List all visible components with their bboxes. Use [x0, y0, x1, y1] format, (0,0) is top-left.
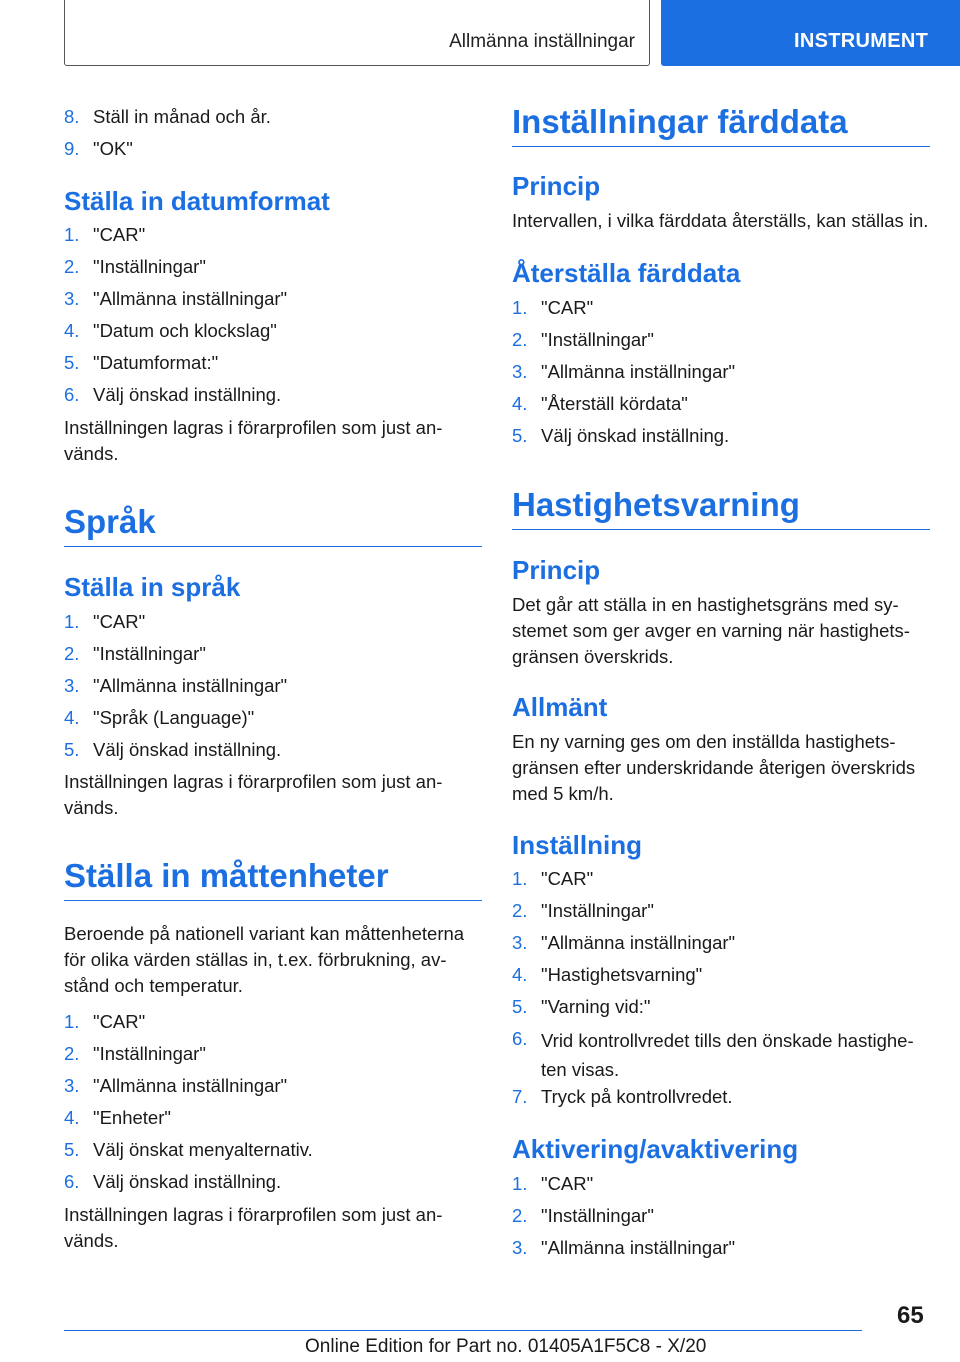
page-header	[0, 0, 960, 66]
footer-divider	[64, 1330, 862, 1331]
chapter-title: INSTRUMENT	[794, 30, 929, 52]
section-heading-aktivering: Aktivering/avaktivering	[512, 1134, 799, 1164]
heading-divider	[512, 146, 930, 147]
intro-text: Beroende på nationell variant kan måttenheterna för olika värden ställas in, t.ex. förbrukning, av-stånd och temperatur.	[64, 923, 465, 996]
section-heading-installning: Inställning	[512, 830, 642, 860]
section-heading-princip: Princip	[512, 555, 601, 585]
chapter-heading-mattenheter: Ställa in måttenheter	[64, 857, 389, 894]
section-heading-datumformat: Ställa in datumformat	[64, 186, 330, 216]
section-heading-reset: Återställa färddata	[512, 258, 741, 288]
note-text: Inställningen lagras i förarprofilen som just an-vänds.	[64, 771, 443, 818]
note-text: Inställningen lagras i förarprofilen som just an-vänds.	[64, 1204, 443, 1251]
note-text: Inställningen lagras i förarprofilen som just an-vänds.	[64, 417, 443, 464]
chapter-tab	[661, 0, 960, 66]
section-heading-allmant: Allmänt	[512, 692, 608, 722]
heading-divider	[512, 529, 930, 530]
princip-text: Det går att ställa in en hastighetsgräns med sy-stemet som ger avger en varning när hastighets-gränsen överskrids.	[512, 594, 910, 667]
page-number: 65	[897, 1302, 924, 1329]
chapter-heading-farddata: Inställningar färddata	[512, 103, 848, 140]
chapter-heading-hastighet: Hastighetsvarning	[512, 486, 800, 523]
allmant-text: En ny varning ges om den inställda hastighets-gränsen efter underskridande återigen överskrids med 5 km/h.	[512, 731, 916, 804]
section-title: Allmänna inställningar	[449, 31, 635, 52]
section-heading-sprak: Ställa in språk	[64, 572, 241, 602]
heading-divider	[64, 900, 482, 901]
section-tab	[64, 0, 650, 66]
chapter-heading-sprak: Språk	[64, 503, 156, 540]
heading-divider	[64, 546, 482, 547]
section-heading-princip: Princip	[512, 171, 601, 201]
princip-text: Intervallen, i vilka färddata återställs, kan ställas in.	[512, 210, 929, 231]
footer-edition: Online Edition for Part no. 01405A1F5C8 - X/20	[305, 1336, 707, 1357]
